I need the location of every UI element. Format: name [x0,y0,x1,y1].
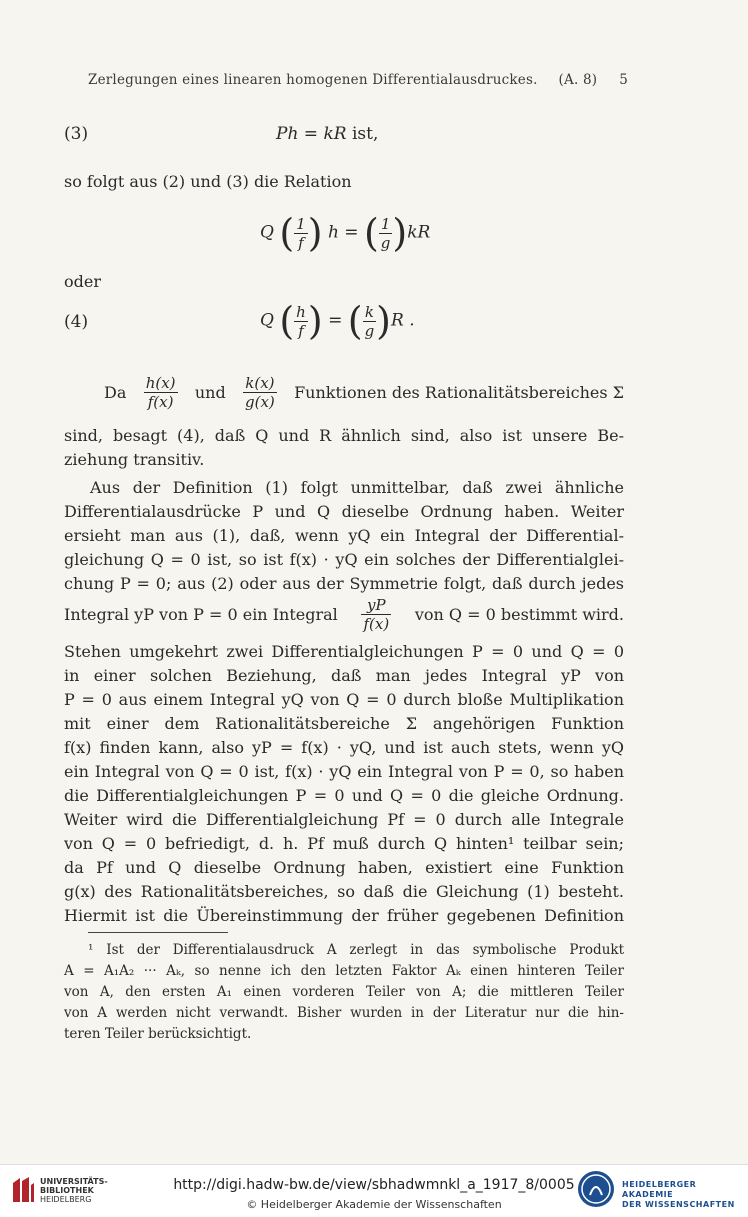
integral-line: Integral yP von P = 0 ein Integral $\frac{yP}{f(x)}$ von Q = 0 bestimmt wird. [64,596,624,633]
text-line: sind, besagt (4), daß Q und R ähnlich sind, also ist unsere Be- [64,426,624,445]
academy-seal-icon [578,1171,614,1207]
text-line: P = 0 aus einem Integral yQ von Q = 0 durch bloße Multiplikation [64,690,624,709]
text-line: gleichung Q = 0 ist, so ist f(x) · yQ ein solches der Differentialglei- [64,550,624,569]
footnote-line: A = A₁A₂ ··· Aₖ, so nenne ich den letzten Faktor Aₖ einen hinteren Teiler [64,963,624,979]
equation-tail: ist, [351,124,379,144]
fraction: $\frac{h}{f}$ [296,302,306,340]
text-line: in einer solchen Beziehung, daß man jedes Integral yP von [64,666,624,685]
symbol-h: h [327,222,339,243]
text-line: chung P = 0; aus (2) oder aus der Symmetrie folgt, daß durch jedes [64,574,624,593]
footnote-line: ¹ Ist der Differentialausdruck A zerlegt in das symbolische Produkt [88,942,624,958]
equation-relation: Q ( $\frac{1}{f}$ ) h = ( $\frac{1}{g}$ )kR [260,211,431,255]
footnote-rule [88,932,228,933]
text-line: von Q = 0 befriedigt, d. h. Pf muß durch Q hinten¹ teilbar sein; [64,834,624,853]
text-line: oder [64,272,101,291]
header-title: Zerlegungen eines linearen homogenen Differentialausdruckes. [88,72,538,88]
document-page: Zerlegungen eines linearen homogenen Differentialausdruckes. (A. 8) 5 (3) Ph = kR ist, so folgt aus (2) und (3) die Relation Q ( $\frac{1}{f}$ ) h = ( $\frac{1}{g}$ )kR oder (4) Q ( $\frac{h}{f}$ ) = ( $\frac{k}{g}$ )R . Da $\frac{h(x)}{f(x)}$ und $\frac{k(x)}{g(x)}$ Funktionen des Rationalitätsbereiches Σ sind, besagt (4), daß Q und R ähnlich sind, also ist unsere Be- ziehung transitiv. Aus der Definition (1) folgt unmittelbar, daß zwei ähnliche Differentialausdrücke P und Q dieselbe Ordnung haben. Weiter ersieht man aus (1), daß, wenn yQ ein Integral der Differential- gleichung Q = 0 ist, so ist f(x) · yQ ein solches der Differentialglei- chung P = 0; aus (2) oder aus der Symmetrie folgt, daß durch jedes Integral yP von P = 0 ein Integral $\frac{yP}{f(x)}$ von Q = 0 bestimmt wird. Stehen umgekehrt zwei Differentialgleichungen P = 0 und Q = 0 in einer solchen Beziehung, daß man jedes Integral yP von P = 0 aus einem Integral yQ von Q = 0 durch bloße Multiplikation mit einer dem Rationalitätsbereiche Σ angehörigen Funktion f(x) finden kann, also yP = f(x) · yQ, und ist auch stets, wenn yQ ein Integral von Q = 0 ist, f(x) · yQ ein Integral von P = 0, so haben die Differentialgleichungen P = 0 und Q = 0 die gleiche Ordnung. Weiter wird die Differentialgleichung Pf = 0 durch alle Integrale von Q = 0 befriedigt, d. h. Pf muß durch Q hinten¹ teilbar sein; da Pf und Q dieselbe Ordnung haben, existiert eine Funktion g(x) des Rationalitätsbereiches, so daß die Gleichung (1) besteht. Hiermit ist die Übereinstimmung der früher gegebenen Definition ¹ Ist der Differentialausdruck A zerlegt in das symbolische Produkt A = A₁A₂ ··· Aₖ, so nenne ich den letzten Faktor Aₖ einen hinteren Teiler von A, den ersten A₁ einen vorderen Teiler von A; die mittleren Teiler von A werden nicht verwandt. Bisher wurden in der Literatur nur die hin- teren Teiler berücksichtigt. [0,0,748,1160]
text-line: ziehung transitiv. [64,450,205,469]
text-line: mit einer dem Rationalitätsbereiche Σ angehörigen Funktion [64,714,624,733]
text-line: die Differentialgleichungen P = 0 und Q = 0 die gleiche Ordnung. [64,786,624,805]
header-section: (A. 8) [558,72,598,88]
fraction: $\frac{yP}{f(x)}$ [363,596,390,633]
copyright-text: © Heidelberger Akademie der Wissenschaften [246,1198,502,1211]
fraction: $\frac{h(x)}{f(x)}$ [145,374,176,411]
text-line: g(x) des Rationalitätsbereiches, so daß die Gleichung (1) besteht. [64,882,624,901]
text-line: da Pf und Q dieselbe Ordnung haben, existiert eine Funktion [64,858,624,877]
text-line: Hiermit ist die Übereinstimmung der früher gegebenen Definition [64,906,624,925]
equation-label: (4) [64,312,89,332]
symbol-kr: kR [407,222,431,243]
fraction: $\frac{1}{f}$ [296,214,306,252]
text-line: Aus der Definition (1) folgt unmittelbar, daß zwei ähnliche [90,478,624,497]
footnote-line: von A, den ersten A₁ einen vorderen Teiler von A; die mittleren Teiler [64,984,624,1000]
text-line: ersieht man aus (1), daß, wenn yQ ein Integral der Differential- [64,526,624,545]
text-line: so folgt aus (2) und (3) die Relation [64,172,352,191]
da-line: Da $\frac{h(x)}{f(x)}$ und $\frac{k(x)}{g(x)}$ Funktionen des Rationalitätsbereiches Σ [104,374,624,411]
text-line: f(x) finden kann, also yP = f(x) · yQ, und ist auch stets, wenn yQ [64,738,624,757]
university-library-name: UNIVERSITÄTS- BIBLIOTHEK HEIDELBERG [40,1177,108,1204]
text-line: Differentialausdrücke P und Q dieselbe Ordnung haben. Weiter [64,502,624,521]
equation-label: (3) [64,124,89,144]
fraction: $\frac{k(x)}{g(x)}$ [245,374,275,411]
footnote-line: von A werden nicht verwandt. Bisher wurden in der Literatur nur die hin- [64,1005,624,1021]
header-page-number: 5 [619,72,628,88]
symbol-q: Q [260,222,274,243]
text-line: Weiter wird die Differentialgleichung Pf = 0 durch alle Integrale [64,810,624,829]
text-line: ein Integral von Q = 0 ist, f(x) · yQ ein Integral von P = 0, so haben [64,762,624,781]
fraction: $\frac{1}{g}$ [380,214,391,252]
fraction: $\frac{k}{g}$ [364,302,375,340]
footnote-line: teren Teiler berücksichtigt. [64,1026,252,1042]
equation-body: Ph = kR [276,124,347,144]
running-header [88,72,628,88]
text-line: Stehen umgekehrt zwei Differentialgleichungen P = 0 und Q = 0 [64,642,624,661]
footer-bar [0,1164,748,1217]
academy-name: HEIDELBERGER AKADEMIE DER WISSENSCHAFTEN [622,1180,735,1209]
document-url-link[interactable]: http://digi.hadw-bw.de/view/sbhadwmnkl_a_1917_8/0005 [173,1177,575,1193]
